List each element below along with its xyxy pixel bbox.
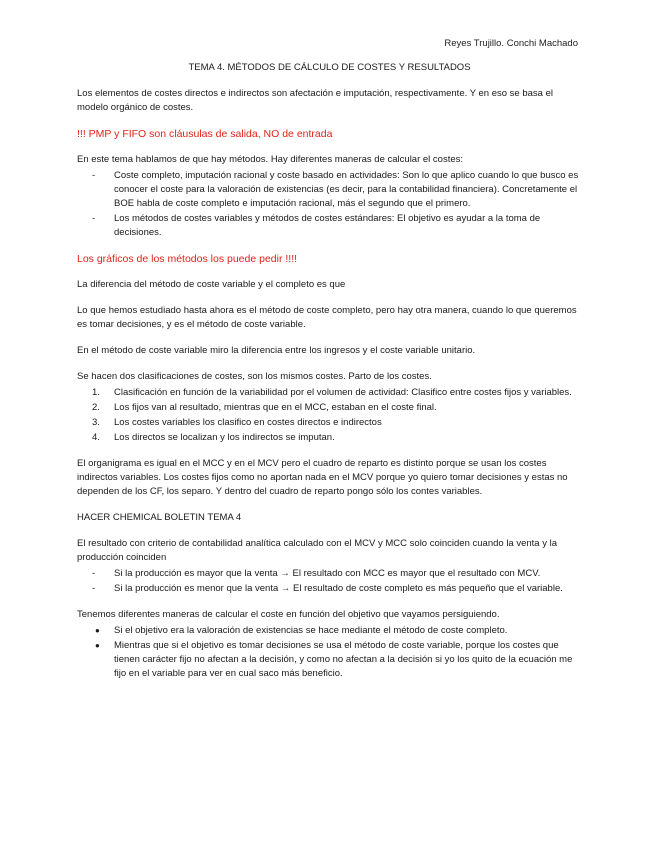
dash-marker: -	[92, 213, 96, 224]
methods-lead: En este tema hablamos de que hay métodos. Hay diferentes maneras de calcular el costes:	[77, 154, 464, 165]
list-item	[77, 401, 582, 415]
list-item	[77, 386, 582, 400]
list-item-text: Si la producción es menor que la venta → El resultado de coste completo es más pequeño que el variable.	[114, 583, 563, 594]
list-item-text: Mientras que si el objetivo es tomar decisiones se usa el método de coste variable, porque los costes que tienen carácter fijo no afectan a la decisión, y como no afectan a la decisión si yo los quito de la ecuación me fijo en el variable para ver en cual saco más beneficio.	[114, 640, 573, 679]
list-item	[77, 582, 582, 596]
resultado-list	[77, 567, 582, 596]
maneras-list	[77, 624, 582, 681]
warning-graficos: Los gráficos de los métodos los puede pedir !!!!	[77, 253, 298, 265]
list-item-text: Los métodos de costes variables y métodos de costes estándares: El objetivo es ayudar a la toma de decisiones.	[114, 213, 541, 238]
number-marker: 2.	[92, 402, 100, 413]
maneras-lead: Tenemos diferentes maneras de calcular el coste en función del objetivo que vayamos persiguiendo.	[77, 609, 500, 620]
list-item-text: Coste completo, imputación racional y coste basado en actividades: Son lo que aplico cuando lo que busco es conocer el coste para la valoración de existencias (es decir, para la contabilidad financiera). Concretamente el BOE habla de coste completo e imputación racional, más el segundo que el primero.	[114, 170, 579, 209]
list-item	[77, 416, 582, 430]
methods-list	[77, 169, 582, 240]
list-item	[77, 431, 582, 445]
variable-paragraph: En el método de coste variable miro la diferencia entre los ingresos y el coste variable unitario.	[77, 345, 476, 356]
number-marker: 4.	[92, 432, 100, 443]
classif-lead: Se hacen dos clasificaciones de costes, son los mismos costes. Parto de los costes.	[77, 371, 432, 382]
studied-paragraph: Lo que hemos estudiado hasta ahora es el método de coste completo, pero hay otra manera, cuando lo que queremos es tomar decisiones, y es el método de coste variable.	[77, 305, 577, 330]
resultado-lead: El resultado con criterio de contabilidad analítica calculado con el MCV y MCC solo coinciden cuando la venta y la producción coinciden	[77, 538, 558, 563]
classif-list	[77, 386, 582, 445]
list-item-text: Los directos se localizan y los indirectos se imputan.	[114, 432, 335, 443]
list-item	[77, 567, 582, 581]
list-item-text: Si el objetivo era la valoración de existencias se hace mediante el método de coste completo.	[114, 625, 508, 636]
list-item-text: Los costes variables los clasifico en costes directos e indirectos	[114, 417, 382, 428]
page-header-author: Reyes Trujillo. Conchi Machado	[444, 38, 578, 49]
number-marker: 1.	[92, 387, 100, 398]
number-marker: 3.	[92, 417, 100, 428]
list-item	[77, 639, 582, 681]
document-body	[77, 61, 582, 693]
bullet-marker: ●	[95, 626, 100, 635]
intro-paragraph: Los elementos de costes directos e indirectos son afectación e imputación, respectivamente. Y en eso se basa el modelo orgánico de costes.	[77, 88, 553, 113]
list-item-text: Los fijos van al resultado, mientras que en el MCC, estaban en el coste final.	[114, 402, 437, 413]
list-item-text: Si la producción es mayor que la venta → El resultado con MCC es mayor que el resultado con MCV.	[114, 568, 541, 579]
hacer-boletin-note: HACER CHEMICAL BOLETIN TEMA 4	[77, 512, 242, 523]
list-item	[77, 212, 582, 240]
dash-marker: -	[92, 568, 96, 579]
dash-marker: -	[92, 170, 96, 181]
bullet-marker: ●	[95, 641, 100, 650]
dash-marker: -	[92, 583, 96, 594]
list-item	[77, 169, 582, 211]
diff-paragraph: La diferencia del método de coste variable y el completo es que	[77, 279, 346, 290]
warning-pmp-fifo: !!! PMP y FIFO son cláusulas de salida, NO de entrada	[77, 128, 333, 140]
document-title: TEMA 4. MÉTODOS DE CÁLCULO DE COSTES Y RESULTADOS	[188, 62, 471, 73]
list-item-text: Clasificación en función de la variabilidad por el volumen de actividad: Clasifico entre costes fijos y variables.	[114, 387, 572, 398]
list-item	[77, 624, 582, 638]
organigrama-paragraph: El organigrama es igual en el MCC y en el MCV pero el cuadro de reparto es distinto porque se usan los costes indirectos variables. Los costes fijos como no aportan nada en el MCV porque yo quiero tomar decisiones y estas no dependen de los CF, los separo. Y dentro del cuadro de reparto pongo sólo los contes variables.	[77, 458, 568, 497]
